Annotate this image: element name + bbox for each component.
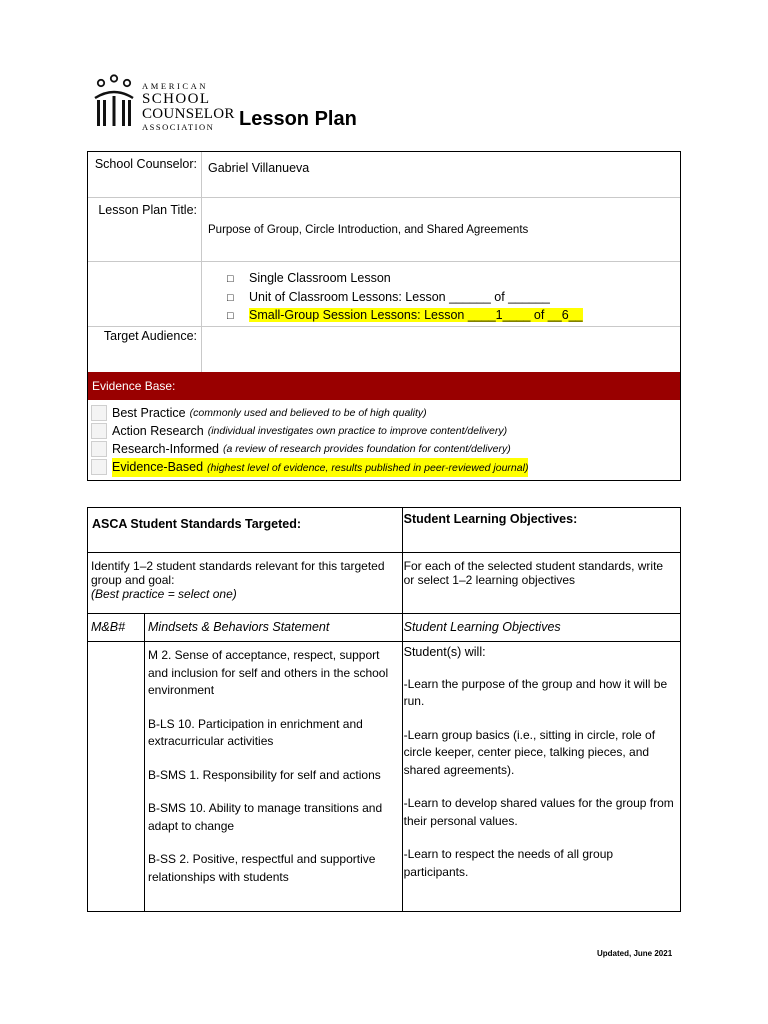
objectives-column-header: Student Learning Objectives bbox=[402, 614, 680, 642]
evidence-label: Best Practice bbox=[112, 406, 186, 420]
mb-statement: B-SMS 1. Responsibility for self and actions bbox=[148, 767, 381, 782]
lesson-type-option[interactable] bbox=[227, 269, 680, 288]
evidence-option[interactable] bbox=[91, 422, 680, 440]
checkbox-icon[interactable] bbox=[91, 441, 107, 457]
standards-table bbox=[87, 507, 681, 912]
evidence-desc: (highest level of evidence, results published in peer-reviewed journal) bbox=[207, 461, 529, 474]
target-audience-label: Target Audience: bbox=[88, 327, 202, 372]
evidence-highlight bbox=[112, 458, 528, 477]
mb-statement-header: Mindsets & Behaviors Statement bbox=[145, 614, 403, 642]
counselor-value[interactable]: Gabriel Villanueva bbox=[208, 161, 310, 175]
objectives-header: Student Learning Objectives: bbox=[402, 508, 680, 553]
logo-line-1: AMERICAN bbox=[142, 81, 209, 91]
standards-instructions bbox=[88, 553, 403, 614]
mb-statement: B-LS 10. Participation in enrichment and extracurricular activities bbox=[148, 716, 363, 748]
mb-number-cell[interactable] bbox=[88, 642, 145, 912]
lesson-type-row bbox=[88, 262, 680, 327]
mb-statement: B-SS 2. Positive, respectful and supportive relationships with students bbox=[148, 852, 376, 884]
objective-item: -Learn to develop shared values for the group from their personal values. bbox=[403, 796, 674, 828]
checkbox-icon[interactable] bbox=[91, 459, 107, 475]
counselor-row bbox=[88, 152, 680, 198]
target-audience-value[interactable] bbox=[202, 327, 680, 372]
mb-number-header: M&B# bbox=[88, 614, 145, 642]
checkbox-icon[interactable] bbox=[91, 405, 107, 421]
standards-instructions-text: Identify 1–2 student standards relevant for this targeted group and goal: bbox=[91, 559, 385, 587]
evidence-desc: (individual investigates own practice to improve content/delivery) bbox=[207, 425, 508, 437]
asca-logo-text bbox=[142, 82, 235, 131]
checkbox-icon: □ bbox=[227, 273, 234, 285]
objectives-instructions: For each of the selected student standards, write or select 1–2 learning objectives bbox=[402, 553, 680, 614]
objectives-intro: Student(s) will: bbox=[403, 645, 486, 659]
objective-item: -Learn to respect the needs of all group participants. bbox=[403, 847, 614, 879]
evidence-label: Action Research bbox=[112, 424, 204, 438]
checkbox-icon[interactable] bbox=[91, 423, 107, 439]
asca-logo-icon bbox=[92, 74, 136, 130]
lesson-title-value[interactable]: Purpose of Group, Circle Introduction, and Shared Agreements bbox=[208, 224, 529, 236]
logo-line-2: SCHOOL bbox=[142, 90, 211, 107]
standards-header: ASCA Student Standards Targeted: bbox=[88, 508, 403, 553]
lesson-type-options bbox=[202, 262, 680, 325]
lesson-info-table bbox=[87, 151, 681, 481]
option-label: Single Classroom Lesson bbox=[249, 271, 391, 285]
lesson-type-label-cell bbox=[88, 262, 202, 326]
option-label: Unit of Classroom Lessons: Lesson ______ of ______ bbox=[249, 289, 550, 304]
evidence-option[interactable] bbox=[91, 458, 680, 476]
mb-statement: B-SMS 10. Ability to manage transitions and adapt to change bbox=[148, 801, 383, 833]
page-title: Lesson Plan bbox=[239, 108, 357, 130]
lesson-title-row bbox=[88, 198, 680, 262]
logo-line-3: COUNSELOR bbox=[142, 105, 235, 122]
lesson-type-option[interactable] bbox=[227, 306, 680, 325]
evidence-base-list bbox=[88, 400, 680, 480]
logo-line-4: ASSOCIATION bbox=[142, 121, 215, 132]
checkbox-icon: □ bbox=[227, 310, 234, 322]
objective-item: -Learn group basics (i.e., sitting in circle, role of circle keeper, center piece, talking pieces, and shared agreements). bbox=[403, 727, 656, 777]
evidence-desc: (a review of research provides foundation for content/delivery) bbox=[223, 443, 511, 455]
standards-instructions-note: (Best practice = select one) bbox=[91, 587, 237, 601]
lesson-title-label: Lesson Plan Title: bbox=[88, 198, 202, 261]
evidence-desc: (commonly used and believed to be of high quality) bbox=[189, 407, 427, 419]
evidence-label: Research-Informed bbox=[112, 442, 219, 456]
objectives-cell[interactable] bbox=[402, 642, 680, 912]
mb-statements-cell[interactable] bbox=[145, 642, 403, 912]
evidence-option[interactable] bbox=[91, 404, 680, 422]
updated-date: Updated, June 2021 bbox=[597, 949, 673, 958]
evidence-option[interactable] bbox=[91, 440, 680, 458]
lesson-type-option[interactable] bbox=[227, 288, 680, 307]
evidence-base-header: Evidence Base: bbox=[88, 372, 680, 400]
option-label: Small-Group Session Lessons: Lesson ____1____ of __6__ bbox=[249, 308, 583, 322]
checkbox-icon: □ bbox=[227, 291, 234, 304]
evidence-label: Evidence-Based bbox=[112, 459, 204, 474]
page-header bbox=[92, 74, 392, 134]
mb-statement: M 2. Sense of acceptance, respect, support and inclusion for self and others in the school environment bbox=[148, 648, 389, 697]
counselor-label: School Counselor: bbox=[88, 152, 202, 197]
objective-item: -Learn the purpose of the group and how it will be run. bbox=[403, 676, 668, 708]
target-audience-row bbox=[88, 327, 680, 372]
